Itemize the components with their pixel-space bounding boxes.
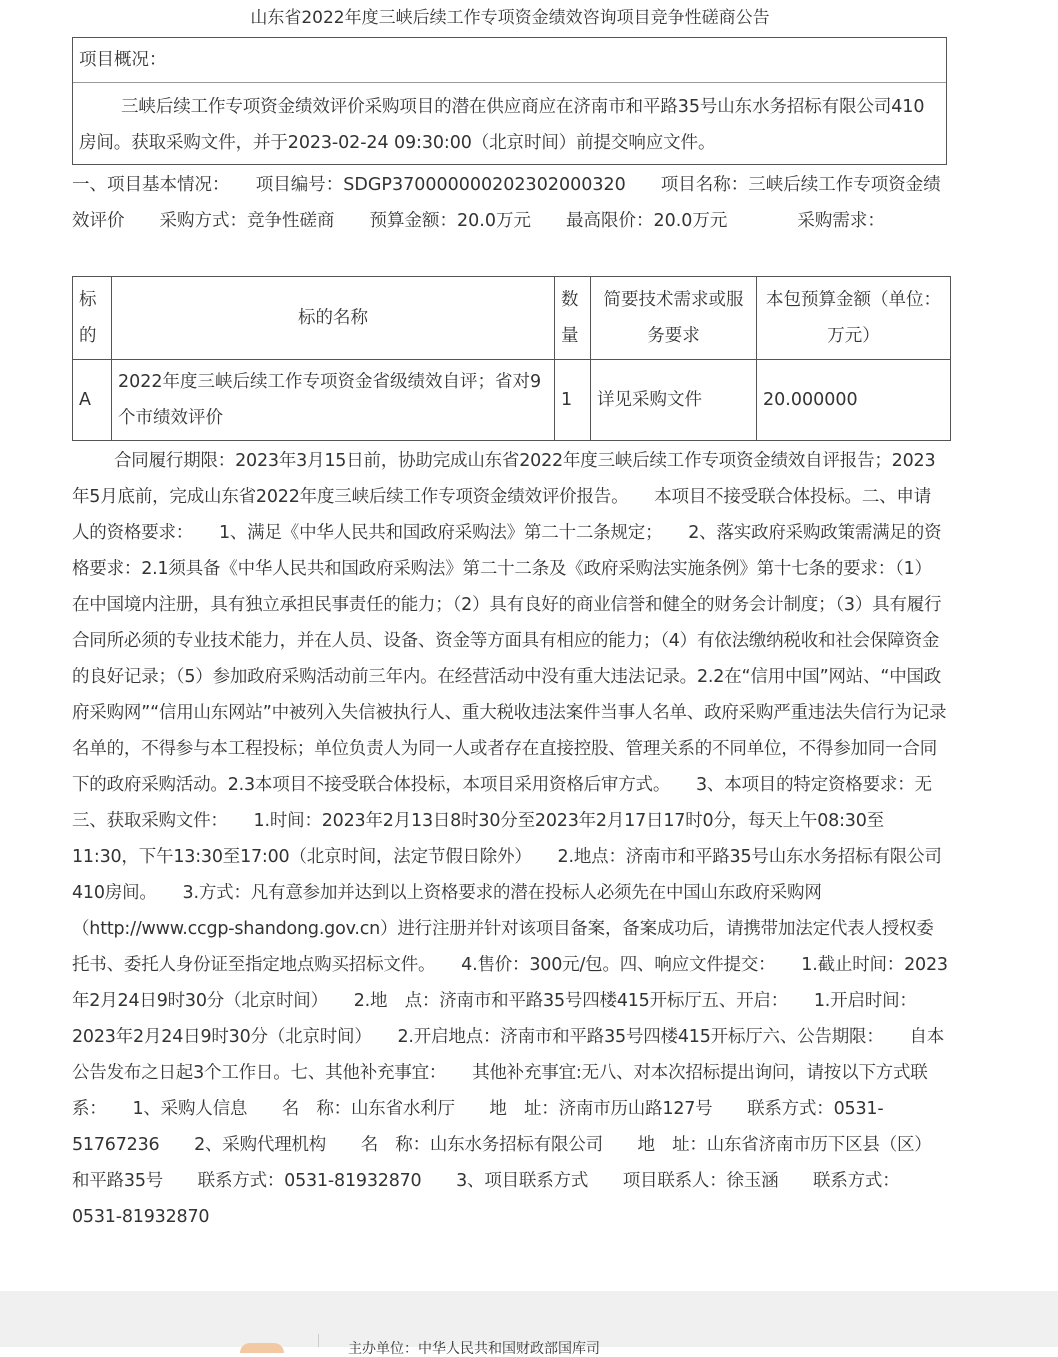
table-cell: 详见采购文件 [591, 359, 757, 441]
table-header-cell: 标的名称 [112, 277, 555, 360]
table-row [73, 359, 951, 441]
overview-text: 三峡后续工作专项资金绩效评价采购项目的潜在供应商应在济南市和平路35号山东水务招标有限公司410房间。获取采购文件，并于2023-02-24 09:30:00（北京时间）前提交响应文件。 [79, 97, 925, 153]
table-cell: 2022年度三峡后续工作专项资金省级绩效自评；省对9个市绩效评价 [112, 359, 555, 441]
basic-info-section: 一、项目基本情况： 项目编号：SDGP370000000202302000320 项目名称：三峡后续工作专项资金绩效评价 采购方式：竞争性磋商 预算金额：20.0万元 最高限价：20.0万元 采购需求： [72, 175, 941, 231]
table-header-row [73, 277, 951, 360]
footer-text: 主办单位：中华人民共和国财政部国库司 [348, 1341, 600, 1357]
overview-box [72, 37, 947, 165]
announcement-body-text: 合同履行期限：2023年3月15日前，协助完成山东省2022年度三峡后续工作专项资金绩效自评报告；2023年5月底前，完成山东省2022年度三峡后续工作专项资金绩效评价报告。 本项目不接受联合体投标。二、申请人的资格要求： 1、满足《中华人民共和国政府采购法》第二十二条规定； 2、落实政府采购政策需满足的资格要求：2.1须具备《中华人民共和国政府采购法》第二十二条及《政府采购法实施条例》第十七条的要求：（1）在中国境内注册，具有独立承担民事责任的能力；（2）具有良好的商业信誉和健全的财务会计制度；（3）具有履行合同所必须的专业技术能力，并在人员、设备、资金等方面具有相应的能力；（4）有依法缴纳税收和社会保障资金的良好记录；（5）参加政府采购活动前三年内。在经营活动中没有重大违法记录。2.2在“信用中国”网站、“中国政府采购网”“信用山东网站”中被列入失信被执行人、重大税收违法案件当事人名单、政府采购严重违法失信行为记录名单的，不得参与本工程投标；单位负责人为同一人或者存在直接控股、管理关系的不同单位，不得参加同一合同下的政府采购活动。2.3本项目不接受联合体投标，本项目采用资格后审方式。 3、本项目的特定资格要求：无三、获取采购文件： 1.时间：2023年2月13日8时30分至2023年2月17日17时0分，每天上午08:30至11:30，下午13:30至17:00（北京时间，法定节假日除外） 2.地点：济南市和平路35号山东水务招标有限公司410房间。 3.方式：凡有意参加并达到以上资格要求的潜在投标人必须先在中国山东政府采购网（http://www.ccgp-shandong.gov.cn）进行注册并针对该项目备案，备案成功后，请携带加法定代表人授权委托书、委托人身份证至指定地点购买招标文件。 4.售价：300元/包。四、响应文件提交： 1.截止时间：2023年2月24日9时30分（北京时间） 2.地 点：济南市和平路35号四楼415开标厅五、开启： 1.开启时间：2023年2月24日9时30分（北京时间） 2.开启地点：济南市和平路35号四楼415开标厅六、公告期限： 自本公告发布之日起3个工作日。七、其他补充事宜： 其他补充事宜:无八、对本次招标提出询问，请按以下方式联系： 1、采购人信息 名 称：山东省水利厅 地 址：济南市历山路127号 联系方式：0531-51767236 2、采购代理机构 名 称：山东水务招标有限公司 地 址：山东省济南市历下区县（区）和平路35号 联系方式：0531-81932870 3、项目联系方式 项目联系人：徐玉涵 联系方式：0531-81932870 [72, 451, 948, 1227]
announcement-body [72, 443, 948, 1273]
table-header-cell: 数量 [555, 277, 591, 360]
table-header-cell: 标的 [73, 277, 112, 360]
page-title: 山东省2022年度三峡后续工作专项资金绩效咨询项目竞争性磋商公告 [250, 8, 770, 28]
overview-label: 项目概况： [73, 38, 946, 83]
table-cell: A [73, 359, 112, 441]
footer-divider [318, 1334, 319, 1347]
requirements-table [72, 276, 951, 441]
footer-logo [240, 1343, 284, 1353]
table-cell: 1 [555, 359, 591, 441]
footer [0, 1291, 1058, 1357]
table-header-cell: 简要技术需求或服务要求 [591, 277, 757, 360]
table-header-cell: 本包预算金额（单位：万元） [757, 277, 951, 360]
table-cell: 20.000000 [757, 359, 951, 441]
